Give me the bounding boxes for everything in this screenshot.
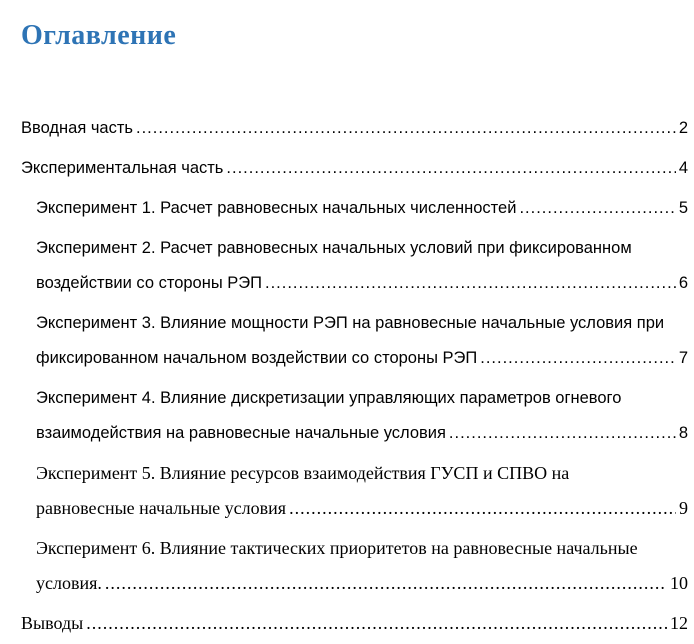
toc-entry[interactable] <box>21 306 688 376</box>
toc-entry-line <box>36 231 688 266</box>
page-number: 7 <box>678 349 688 367</box>
toc-entry-line <box>36 381 688 416</box>
toc-entry[interactable] <box>21 191 688 226</box>
dot-leader <box>105 566 667 601</box>
toc-entry[interactable] <box>21 231 688 301</box>
toc-entry-text: Экспериментальная часть <box>21 159 224 177</box>
dot-leader <box>226 151 675 186</box>
toc-entry-text: равновесные начальные условия <box>36 498 287 518</box>
toc-entry-text: воздействии со стороны РЭП <box>36 274 263 292</box>
toc-entry[interactable] <box>21 151 688 186</box>
toc-entry-text: условия. <box>36 573 102 593</box>
toc-entry-text: Вводная часть <box>21 119 134 137</box>
dot-leader <box>265 266 676 301</box>
toc-entry-line <box>21 606 688 641</box>
page-number: 5 <box>678 199 688 217</box>
toc-entry[interactable] <box>21 606 688 641</box>
toc-entry-text: Выводы <box>21 613 84 633</box>
dot-leader <box>480 341 676 376</box>
toc-entry-line <box>36 491 688 526</box>
dot-leader <box>449 416 676 451</box>
dot-leader <box>136 111 676 146</box>
dot-leader <box>289 491 676 526</box>
toc-entry-line <box>21 151 688 186</box>
toc-entry-text: Эксперимент 4. Влияние дискретизации управляющих параметров огневого <box>36 389 622 407</box>
toc-entry-line <box>36 566 688 601</box>
toc-entry-line <box>21 111 688 146</box>
toc-entry-line <box>36 191 688 226</box>
dot-leader <box>519 191 675 226</box>
toc-entry[interactable] <box>21 531 688 601</box>
toc-entry-text: Эксперимент 3. Влияние мощности РЭП на равновесные начальные условия при <box>36 314 665 332</box>
toc-entry-line <box>36 266 688 301</box>
toc-title: Оглавление <box>21 20 177 51</box>
dot-leader <box>86 606 667 641</box>
toc-entry-line <box>36 456 688 491</box>
toc-entry-text: Эксперимент 6. Влияние тактических приоритетов на равновесные начальные <box>36 538 638 558</box>
page-number: 6 <box>678 274 688 292</box>
toc-entry[interactable] <box>21 456 688 526</box>
toc-entry-line <box>36 341 688 376</box>
toc-entry-text: Эксперимент 1. Расчет равновесных начальных численностей <box>36 199 517 217</box>
toc-entry-text: Эксперимент 5. Влияние ресурсов взаимодействия ГУСП и СПВО на <box>36 463 570 483</box>
page-number: 4 <box>678 159 688 177</box>
page-number: 8 <box>678 424 688 442</box>
toc-entry[interactable] <box>21 381 688 451</box>
toc-entry[interactable] <box>21 111 688 146</box>
toc-entry-line <box>36 306 688 341</box>
toc-entry-text: фиксированном начальном воздействии со стороны РЭП <box>36 349 478 367</box>
toc-entry-line <box>36 531 688 566</box>
page-number: 10 <box>670 573 688 593</box>
toc-entry-text: Эксперимент 2. Расчет равновесных начальных условий при фиксированном <box>36 239 632 257</box>
page-number: 12 <box>670 613 688 633</box>
page-number: 9 <box>679 498 688 518</box>
toc-entry-line <box>36 416 688 451</box>
page-number: 2 <box>678 119 688 137</box>
table-of-contents <box>21 111 688 641</box>
toc-entry-text: взаимодействия на равновесные начальные условия <box>36 424 446 442</box>
